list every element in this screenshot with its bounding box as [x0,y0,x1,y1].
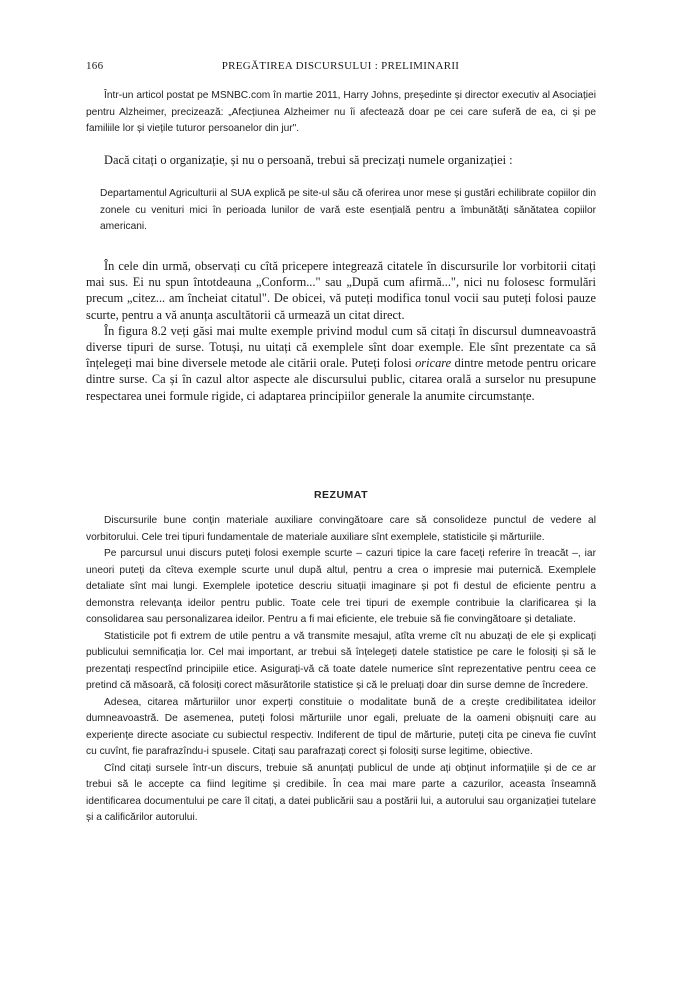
organization-rule-text: Dacă citați o organizație, și nu o persoană, trebui să precizați numele organizației : [104,153,513,167]
summary-paragraph: Adesea, citarea mărturiilor unor experți constituie o modalitate bună de a crește credibilitatea ideilor dumneavoastră. De asemenea, puteți folosi mărturiile unor egali, preluate de la oameni obișnuiți care au experiențe directe asociate cu subiectul respectiv. Indiferent de tipul de mărturie, puteți cita pe cineva fie cuvînt cu cuvînt, fie parafrazîndu-i spusele. Citați sau parafrazați corect și folosiți surse legitime, obiective. [86,696,596,757]
page-number: 166 [86,60,104,72]
body-paragraph-2-start: În figura 8.2 veți găsi mai multe exemple privind modul cum să citați în discursul dumneavoastră diverse tipuri de surse. Totuși, nu uitați că exemplele sînt doar exemple. Ele sînt prezentate ca să înțelegeți mai bine diversele metode ale citării orale. Puteți folosi [86,323,596,371]
body-paragraph-2-emphasis: oricare [415,356,452,371]
page-header [86,60,595,76]
organization-rule [86,152,596,168]
body-paragraph-1: În cele din urmă, observați cu cîtă pricepere integrează citatele în discursurile lor vorbitorii citați mai sus. Ei nu spun întotdeauna „Conform..." sau „După cum afirmă...", nici nu folosesc formulări precum „citez... am încheiat citatul". De obicei, vă puteți modifica tonul vocii sau puteți folosi pauze scurte, pentru a vă anunța ascultătorii că urmează un citat direct. [86,259,596,322]
summary-paragraph: Statisticile pot fi extrem de utile pentru a vă transmite mesajul, atîta vreme cît nu abuzați de ele și explicați publicului semnificația lor. Cel mai important, ar trebui să înțelegeți datele statistice pe care le folosiți și să le prezentați respectînd principiile etice. Asigurați-vă că toate datele numerice sînt reprezentative pentru ceea ce pretind că măsoară, că folosiți corect măsurătorile statistice și că le preluați doar din surse demne de încredere. [86,630,596,691]
body-text [86,258,596,404]
intro-example [86,88,596,138]
body-paragraph-2 [86,323,596,404]
organization-example-text: Departamentul Agriculturii al SUA explică pe site-ul său că oferirea unor mese și gustări echilibrate copiilor din zonele cu venituri mici în perioada lunilor de vară este esențială pentru a îmbunătăți sănătatea copiilor americani. [100,188,596,232]
intro-example-text: Într-un articol postat pe MSNBC.com în martie 2011, Harry Johns, președinte și director executiv al Asociației pentru Alzheimer, precizează: „Afecțiunea Alzheimer nu îi afectează doar pe cei care suferă de ea, ci și pe familiile lor și viețile tuturor persoanelor din jur". [86,90,596,134]
summary-paragraph: Pe parcursul unui discurs puteți folosi exemple scurte – cazuri tipice la care faceți referire în treacăt –, iar uneori puteți da cîteva exemple scurte unul după altul, pentru a crea o impresie mai puternică. Exemplele detaliate sînt mai lungi. Exemplele ipotetice descriu situații imaginare și pot fi destul de eficiente pentru a demonstra relevanța ideilor pentru public. Toate cele trei tipuri de exemple contribuie la clarificarea și la consolidarea sau personalizarea ideilor. Pentru a fi mai eficiente, ele trebuie să fie convingătoare și detaliate. [86,548,596,625]
organization-example [100,186,596,236]
body-paragraph-2-end: dintre metode pentru oricare dintre surse. Ca și în cazul altor aspecte ale discursului public, citarea orală a surselor nu presupune respectarea unei formule rigide, ci adaptarea principiilor generale la anumite circumstanțe. [86,356,596,403]
summary-body [86,513,596,827]
summary-paragraph: Discursurile bune conțin materiale auxiliare convingătoare care să consolideze punctul de vedere al vorbitorului. Cele trei tipuri fundamentale de materiale auxiliare sînt exemplele, statisticile și mărturiile. [86,515,596,543]
summary-title: REZUMAT [313,489,369,501]
summary-paragraph: Cînd citați sursele într-un discurs, trebuie să anunțați publicul de unde ați obținut informațiile și de ce ar trebui să le accepte ca fiind legitime și credibile. În cea mai mare parte a cazurilor, aceasta înseamnă identificarea documentului pe care îl citați, a datei publicării sau a postării lui, a autorului sau organizației tutelare și a calificărilor autorului. [86,762,596,823]
running-title: PREGĂTIREA DISCURSULUI : PRELIMINARII [221,60,460,72]
